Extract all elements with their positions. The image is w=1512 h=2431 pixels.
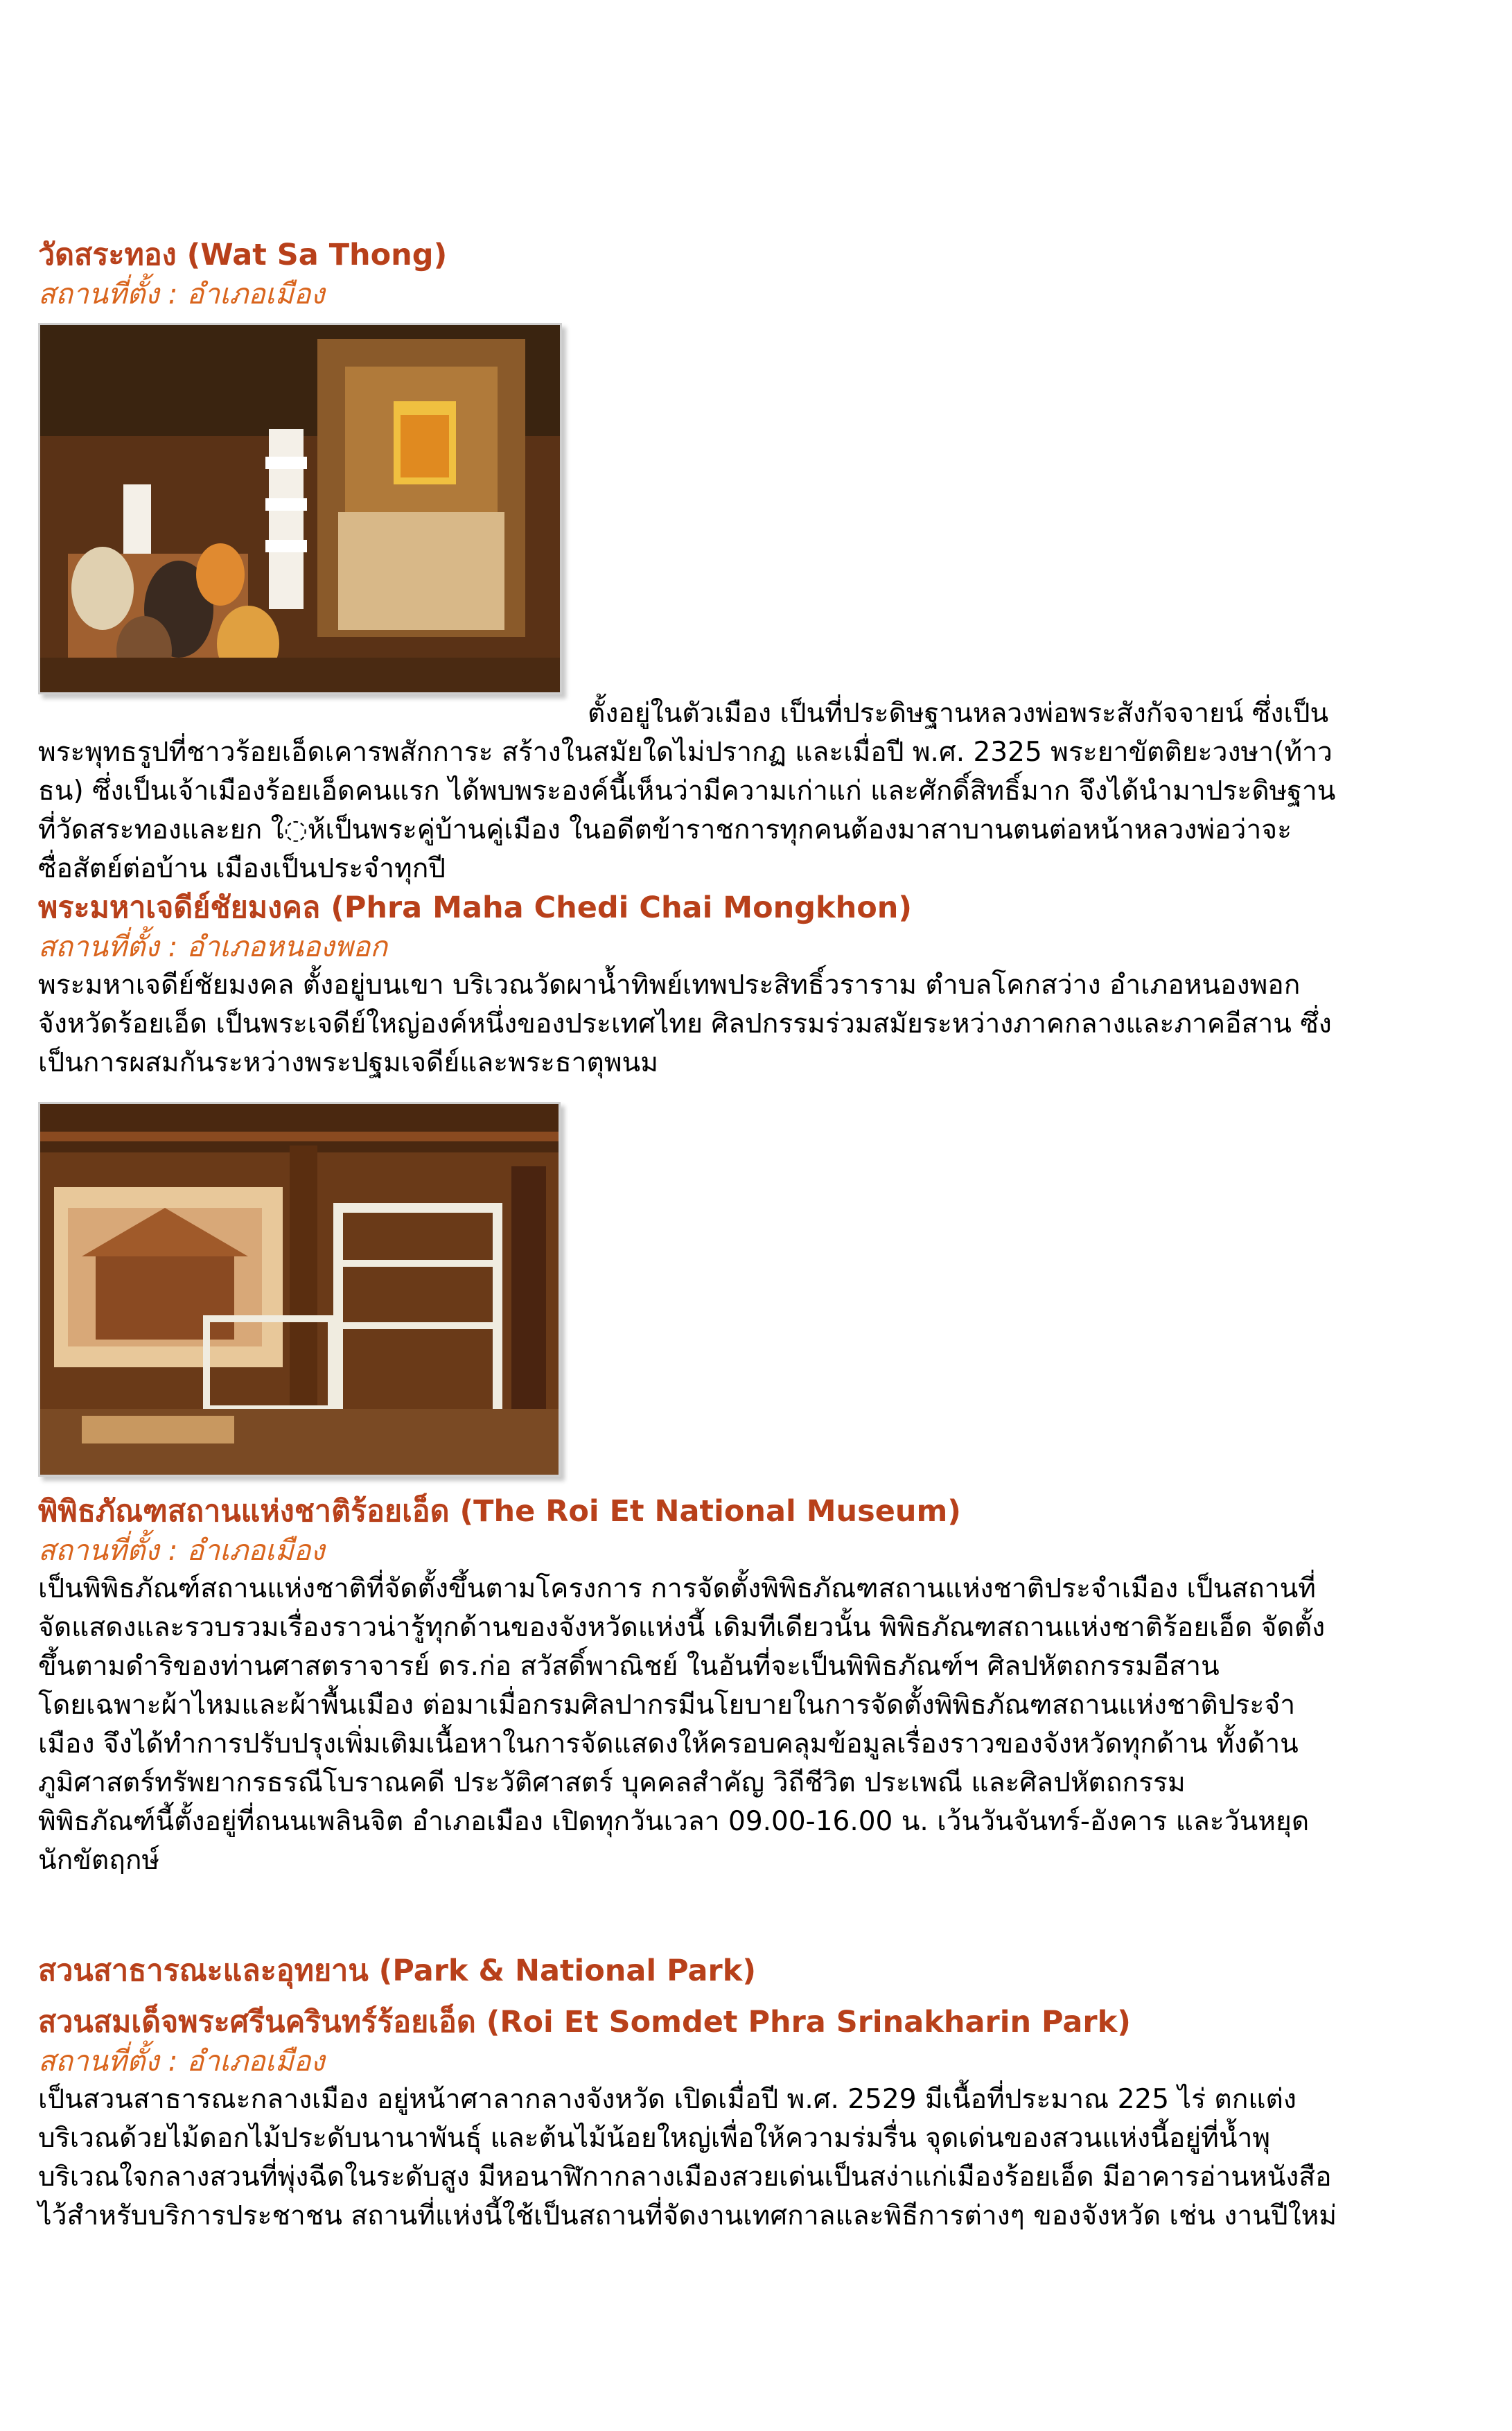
- paragraph-line: พระมหาเจดีย์ชัยมงคล ตั้งอยู่บนเขา บริเวณวัดผาน้ำทิพย์เทพประสิทธิ์วราราม ตำบลโคกสว่าง อำเภอหนองพอก: [38, 969, 1301, 1001]
- paragraph-line: เมือง จึงได้ทำการปรับปรุงเพิ่มเติมเนื้อหาในการจัดแสดงให้ครอบคลุมข้อมูลเรื่องราวของจังหวัดทุกด้าน ทั้งด้าน: [38, 1728, 1299, 1759]
- paragraph-line: เป็นการผสมกันระหว่างพระปฐมเจดีย์และพระธาตุพนม: [38, 1047, 658, 1078]
- category-heading: สวนสาธารณะและอุทยาน (Park & National Park): [38, 1954, 756, 1988]
- paragraph-line: ไว้สำหรับบริการประชาชน สถานที่แห่งนี้ใช้เป็นสถานที่จัดงานเทศกาลและพิธีการต่างๆ ของจังหวัด เช่น งานปีใหม่: [38, 2200, 1337, 2231]
- section-title: พิพิธภัณฑสถานแห่งชาติร้อยเอ็ด (The Roi Et National Museum): [38, 1494, 961, 1529]
- location-label: สถานที่ตั้ง : อำเภอเมือง: [38, 277, 325, 310]
- paragraph-line: โดยเฉพาะผ้าไหมและผ้าพื้นเมือง ต่อมาเมื่อกรมศิลปากรมีนโยบายในการจัดตั้งพิพิธภัณฑสถานแห่งชาติประจำ: [38, 1690, 1296, 1721]
- paragraph-line: บริเวณด้วยไม้ดอกไม้ประดับนานาพันธุ์ และต้นไม้น้อยใหญ่เพื่อให้ความร่มรื่น จุดเด่นของสวนแห่งนี้อยู่ที่น้ำพุ: [38, 2123, 1271, 2154]
- paragraph-line: บริเวณใจกลางสวนที่พุ่งฉีดในระดับสูง มีหอนาฬิกากลางเมืองสวยเด่นเป็นสง่าแก่เมืองร้อยเอ็ด มีอาคารอ่านหนังสือ: [38, 2161, 1332, 2193]
- location-label: สถานที่ตั้ง : อำเภอหนองพอก: [38, 930, 387, 963]
- section-wat-sa-thong: [38, 236, 1476, 888]
- paragraph-line: ธน) ซึ่งเป็นเจ้าเมืองร้อยเอ็ดคนแรก ได้พบพระองค์นี้เห็นว่ามีความเก่าแก่ และศักดิ์สิทธิ์มาก จึงได้นำมาประดิษฐาน: [38, 775, 1336, 807]
- paragraph-line: นักขัตฤกษ์: [38, 1845, 160, 1876]
- location-label: สถานที่ตั้ง : อำเภอเมือง: [38, 2044, 325, 2078]
- section-phra-maha-chedi: [38, 888, 1476, 1477]
- paragraph-line: พระพุทธรูปที่ชาวร้อยเอ็ดเคารพสักการะ สร้างในสมัยใดไม่ปรากฏ และเมื่อปี พ.ศ. 2325 พระยาขัตติยะวงษา(ท้าว: [38, 737, 1333, 768]
- paragraph-line: ซื่อสัตย์ต่อบ้าน เมืองเป็นประจำทุกปี: [38, 853, 446, 884]
- section-title: วัดสระทอง (Wat Sa Thong): [38, 238, 448, 272]
- section-title: พระมหาเจดีย์ชัยมงคล (Phra Maha Chedi Chai Mongkhon): [38, 890, 913, 925]
- paragraph-line: ตั้งอยู่ในตัวเมือง เป็นที่ประดิษฐานหลวงพ่อพระสังกัจจายน์ ซึ่งเป็น: [588, 698, 1329, 729]
- paragraph-line: จัดแสดงและรวบรวมเรื่องราวน่ารู้ทุกด้านของจังหวัดแห่งนี้ เดิมทีเดียวนั้น พิพิธภัณฑสถานแห่งชาติร้อยเอ็ด จัดตั้ง: [38, 1612, 1326, 1643]
- museum-loom-image: [40, 1104, 559, 1475]
- location-label: สถานที่ตั้ง : อำเภอเมือง: [38, 1534, 325, 1567]
- paragraph-line: เป็นสวนสาธารณะกลางเมือง อยู่หน้าศาลากลางจังหวัด เปิดเมื่อปี พ.ศ. 2529 มีเนื้อที่ประมาณ 225 ไร่ ตกแต่ง: [38, 2084, 1296, 2115]
- section-parks: [38, 1951, 1476, 2236]
- article: [38, 236, 1476, 2236]
- paragraph-line: ที่วัดสระทองและยก ใ◌ห้เป็นพระคู่บ้านคู่เมือง ในอดีตข้าราชการทุกคนต้องมาสาบานตนต่อหน้าหลวงพ่อว่าจะ: [38, 814, 1292, 845]
- temple-ceremony-photo: [38, 323, 562, 694]
- paragraph-line: เป็นพิพิธภัณฑ์สถานแห่งชาติที่จัดตั้งขึ้นตามโครงการ การจัดตั้งพิพิธภัณฑสถานแห่งชาติประจำเมือง เป็นสถานที่: [38, 1573, 1316, 1604]
- section-title: สวนสมเด็จพระศรีนครินทร์ร้อยเอ็ด (Roi Et Somdet Phra Srinakharin Park): [38, 2005, 1131, 2039]
- section-roi-et-museum: [38, 1492, 1476, 1880]
- paragraph-line: พิพิธภัณฑ์นี้ตั้งอยู่ที่ถนนเพลินจิต อำเภอเมือง เปิดทุกวันเวลา 09.00-16.00 น. เว้นวันจันทร์-อังคาร และวันหยุด: [38, 1806, 1310, 1837]
- temple-ceremony-image: [40, 325, 560, 692]
- paragraph-line: ขึ้นตามดำริของท่านศาสตราจารย์ ดร.ก่อ สวัสดิ์พาณิชย์ ในอันที่จะเป็นพิพิธภัณฑ์ฯ ศิลปหัตถกรรมอีสาน: [38, 1651, 1220, 1682]
- museum-loom-photo: [38, 1102, 561, 1477]
- paragraph-line: จังหวัดร้อยเอ็ด เป็นพระเจดีย์ใหญ่องค์หนึ่งของประเทศไทย ศิลปกรรมร่วมสมัยระหว่างภาคกลางและภาคอีสาน ซึ่ง: [38, 1008, 1332, 1039]
- paragraph-line: ภูมิศาสตร์ทรัพยากรธรณีโบราณคดี ประวัติศาสตร์ บุคคลสำคัญ วิถีชีวิต ประเพณี และศิลปหัตถกรรม: [38, 1767, 1186, 1798]
